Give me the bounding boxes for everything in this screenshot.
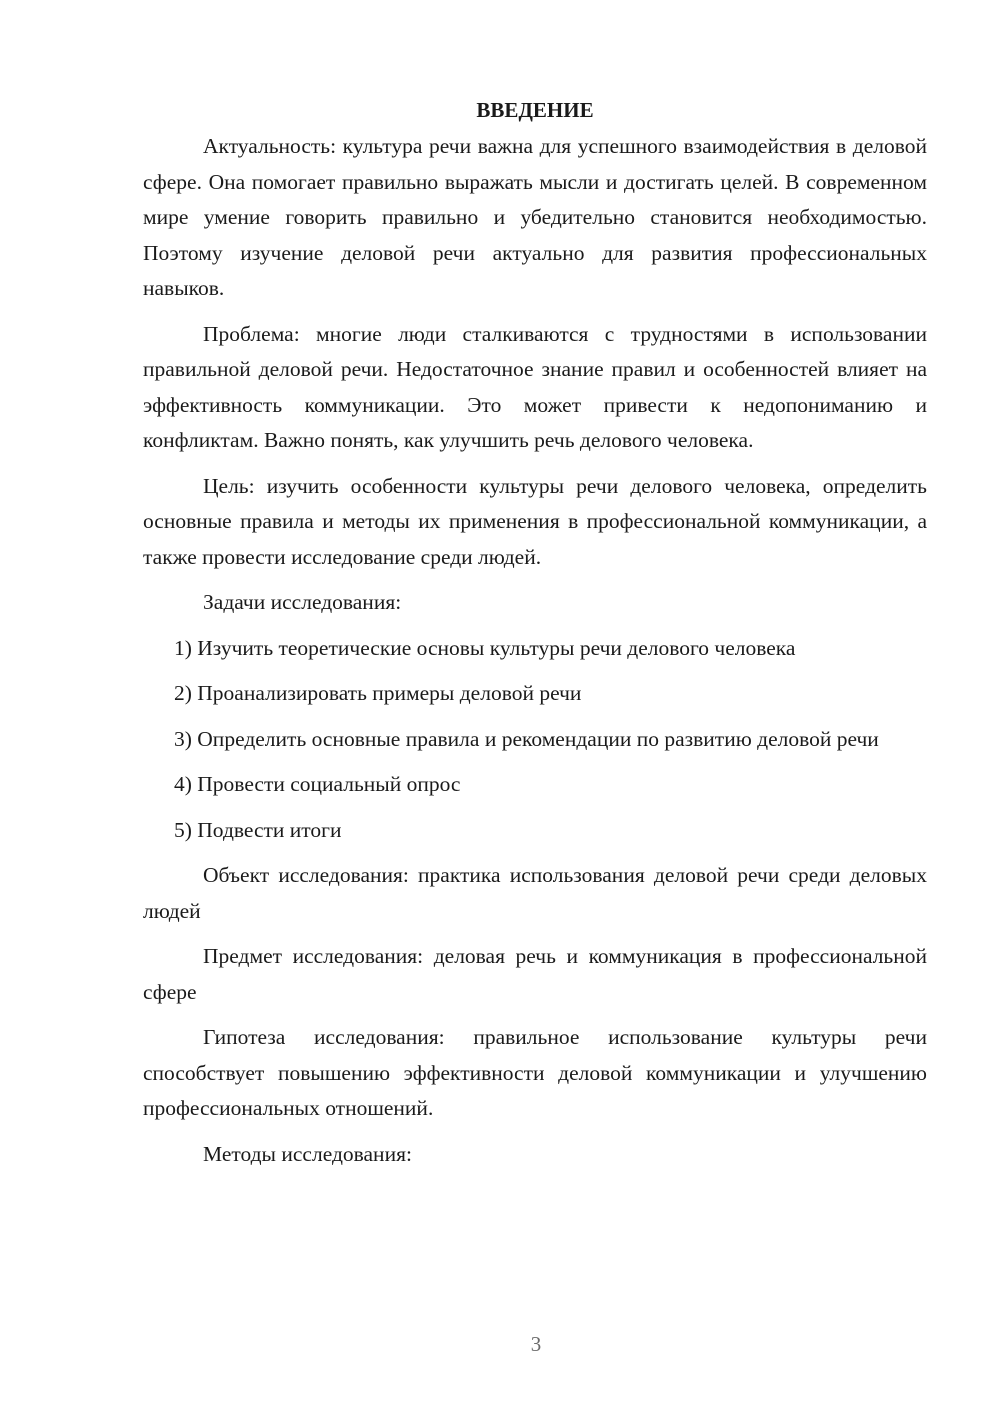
task-item-1: 1) Изучить теоретические основы культуры речи делового человека (174, 635, 796, 660)
methods-title: Методы исследования: (203, 1141, 412, 1166)
paragraph-goal: Цель: изучить особенности культуры речи делового человека, определить основные правила и методы их применения в профессиональной коммуникации, а также провести исследование среди людей. (143, 473, 927, 569)
task-item-2: 2) Проанализировать примеры деловой речи (174, 681, 582, 705)
page-heading: ВВЕДЕНИЕ (476, 98, 594, 122)
task-item-5: 5) Подвести итоги (174, 817, 342, 842)
tasks-title: Задачи исследования: (203, 590, 402, 614)
paragraph-relevance: Актуальность: культура речи важна для успешного взаимодействия в деловой сфере. Она помогает правильно выражать мысли и достигать целей. В современном мире умение говорить правильно и убедительно становится необходимостью. Поэтому изучение деловой речи актуально для развития профессиональных навыков. (143, 134, 927, 300)
paragraph-object: Объект исследования: практика использования деловой речи среди деловых людей (143, 863, 927, 923)
paragraph-problem: Проблема: многие люди сталкиваются с трудностями в использовании правильной деловой речи. Недостаточное знание правил и особенностей влияет на эффективность коммуникации. Это может привести к недопониманию и конфликтам. Важно понять, как улучшить речь делового человека. (143, 321, 927, 452)
page-content (143, 93, 927, 1182)
task-item-3: 3) Определить основные правила и рекомендации по развитию деловой речи (174, 726, 879, 751)
paragraph-subject: Предмет исследования: деловая речь и коммуникация в профессиональной сфере (143, 944, 927, 1004)
task-item-4: 4) Провести социальный опрос (174, 772, 461, 796)
page-number: 3 (530, 1332, 542, 1356)
paragraph-hypothesis: Гипотеза исследования: правильное использование культуры речи способствует повышению эффективности деловой коммуникации и улучшению профессиональных отношений. (143, 1025, 927, 1120)
